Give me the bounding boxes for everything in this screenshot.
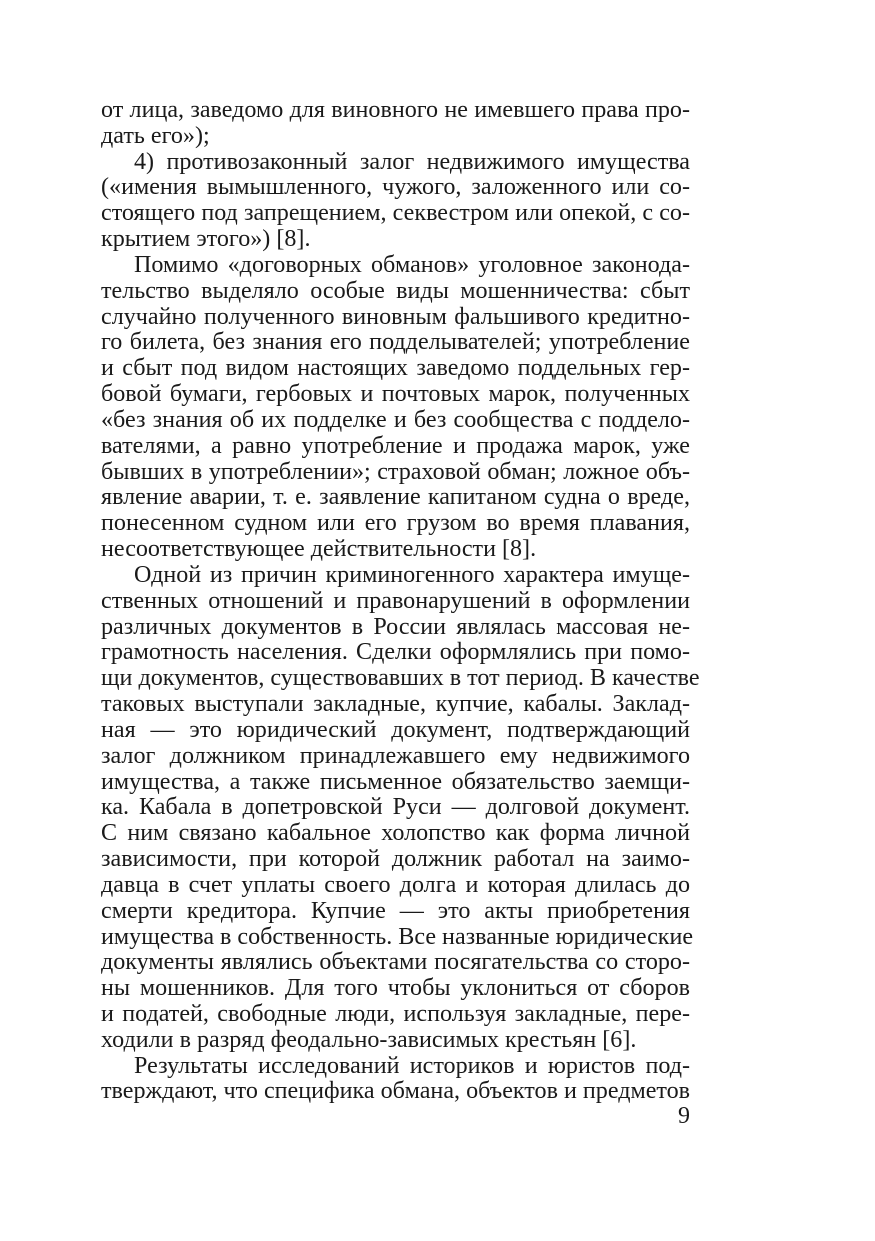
text-line: бовой бумаги, гербовых и почтовых марок, полученных	[101, 381, 690, 408]
text-line: ная — это юридический документ, подтверждающий	[101, 716, 690, 743]
text-line: дать его»);	[101, 122, 210, 149]
text-line: тверждают, что специфика обмана, объектов и предметов	[101, 1078, 691, 1105]
text-line: и податей, свободные люди, используя закладные, пере-	[101, 1000, 690, 1027]
text-line: зависимости, при которой должник работал на заимо-	[101, 846, 690, 873]
paragraph	[101, 98, 690, 150]
text-line: ходили в разряд феодально-зависимых крестьян [6].	[101, 1026, 637, 1053]
paragraph	[101, 1054, 690, 1106]
body-text	[101, 97, 700, 1105]
page-number: 9	[678, 1103, 690, 1129]
text-line: явление аварии, т. е. заявление капитаном судна о вреде,	[101, 484, 690, 511]
text-line: и сбыт под видом настоящих заведомо поддельных гер-	[101, 355, 690, 382]
text-line: давца в счет уплаты своего долга и которая длилась до	[101, 871, 690, 898]
text-line: смерти кредитора. Купчие — это акты приобретения	[101, 897, 690, 924]
paragraph	[101, 253, 690, 563]
text-line: несоответствующее действительности [8].	[101, 536, 537, 563]
text-line: «без знания об их подделке и без сообщества с поддело-	[101, 406, 690, 433]
text-line: ственных отношений и правонарушений в оформлении	[101, 587, 690, 614]
text-line: понесенном судном или его грузом во время плавания,	[101, 510, 690, 537]
text-line: щи документов, существовавших в тот период. В качестве	[101, 665, 700, 692]
paragraph	[101, 561, 700, 1054]
text-line: имущества, а также письменное обязательство заемщи-	[101, 768, 690, 795]
text-line: го билета, без знания его подделывателей; употребление	[101, 329, 690, 356]
text-line: различных документов в России являлась массовая не-	[101, 613, 690, 640]
text-line: («имения вымышленного, чужого, заложенного или со-	[101, 174, 690, 201]
text-line: Одной из причин криминогенного характера имуще-	[134, 561, 690, 588]
text-line: документы являлись объектами посягательства со сторо-	[101, 949, 690, 976]
text-line: залог должником принадлежавшего ему недвижимого	[101, 742, 690, 769]
text-line: ка. Кабала в допетровской Руси — долговой документ.	[101, 794, 690, 821]
text-line: 4) противозаконный залог недвижимого имущества	[134, 148, 690, 175]
text-line: вателями, а равно употребление и продажа марок, уже	[101, 432, 690, 459]
paragraph	[101, 150, 690, 253]
text-line: Помимо «договорных обманов» уголовное законода-	[134, 251, 690, 278]
text-line: тельство выделяло особые виды мошенничества: сбыт	[101, 277, 690, 304]
text-line: ны мошенников. Для того чтобы уклониться от сборов	[101, 975, 690, 1002]
text-line: стоящего под запрещением, секвестром или опекой, с со-	[101, 200, 690, 227]
text-line: имущества в собственность. Все названные юридические	[101, 923, 694, 950]
text-line: крытием этого») [8].	[101, 226, 311, 253]
text-line: от лица, заведомо для виновного не имевшего права про-	[101, 97, 690, 123]
text-line: грамотность населения. Сделки оформлялись при помо-	[101, 639, 690, 666]
text-line: Результаты исследований историков и юристов под-	[134, 1052, 690, 1079]
text-line: бывших в употреблении»; страховой обман; ложное объ-	[101, 458, 690, 485]
text-line: таковых выступали закладные, купчие, кабалы. Заклад-	[101, 691, 690, 718]
text-line: случайно полученного виновным фальшивого кредитно-	[101, 303, 690, 330]
text-line: С ним связано кабальное холопство как форма личной	[101, 820, 690, 847]
